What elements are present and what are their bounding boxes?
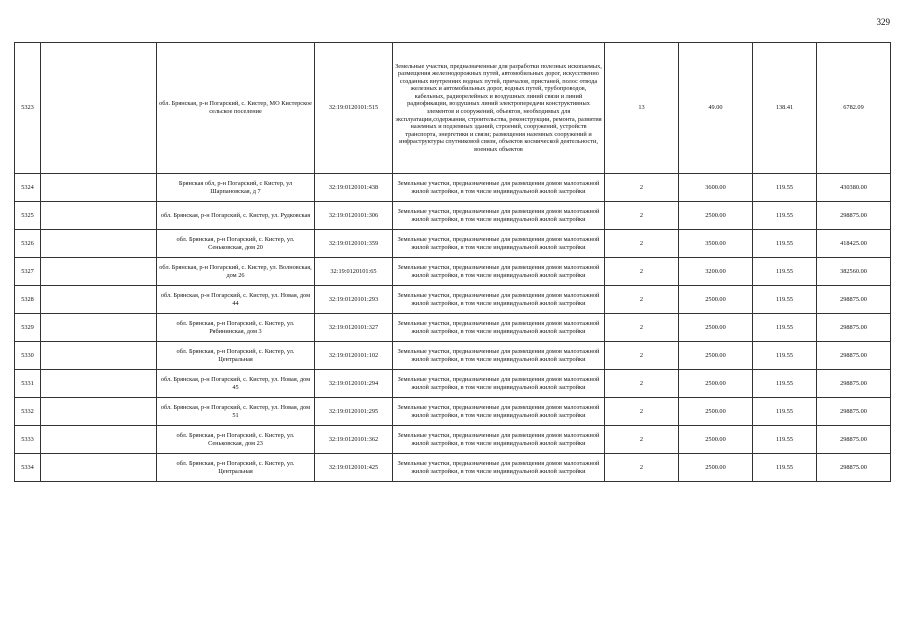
table-row xyxy=(15,342,891,370)
address-cell: обл. Брянская, р-н Погарский, с. Кистер, ул. Центральная xyxy=(157,342,315,370)
registry-rows xyxy=(15,43,891,482)
blank-cell xyxy=(41,370,157,398)
area-cell: 2500.00 xyxy=(679,370,753,398)
address-cell: обл. Брянская, р-н Погарский, с. Кистер, ул. Рябининская, дом 3 xyxy=(157,314,315,342)
group-cell: 2 xyxy=(605,230,679,258)
row-number-cell: 5334 xyxy=(15,454,41,482)
rate-cell: 119.55 xyxy=(753,342,817,370)
cadastral-number-cell: 32:19:0120101:293 xyxy=(315,286,393,314)
page-number: 329 xyxy=(876,17,890,27)
rate-cell: 119.55 xyxy=(753,286,817,314)
area-cell: 2500.00 xyxy=(679,314,753,342)
blank-cell xyxy=(41,43,157,174)
address-cell: обл. Брянская, р-н Погарский, с. Кистер, ул. Новая, дом 45 xyxy=(157,370,315,398)
land-purpose-cell: Земельные участки, предназначенные для размещения домов малоэтажной жилой застройки, в том числе индивидуальной жилой застройки xyxy=(393,258,605,286)
cadastral-number-cell: 32:19:0120101:306 xyxy=(315,202,393,230)
group-cell: 2 xyxy=(605,426,679,454)
land-purpose-cell: Земельные участки, предназначенные для размещения домов малоэтажной жилой застройки, в том числе индивидуальной жилой застройки xyxy=(393,370,605,398)
rate-cell: 119.55 xyxy=(753,398,817,426)
blank-cell xyxy=(41,426,157,454)
cadastral-number-cell: 32:19:0120101:294 xyxy=(315,370,393,398)
land-purpose-cell: Земельные участки, предназначенные для размещения домов малоэтажной жилой застройки, в том числе индивидуальной жилой застройки xyxy=(393,454,605,482)
group-cell: 2 xyxy=(605,314,679,342)
row-number-cell: 5332 xyxy=(15,398,41,426)
rate-cell: 138.41 xyxy=(753,43,817,174)
land-purpose-cell: Земельные участки, предназначенные для размещения домов малоэтажной жилой застройки, в том числе индивидуальной жилой застройки xyxy=(393,342,605,370)
rate-cell: 119.55 xyxy=(753,258,817,286)
blank-cell xyxy=(41,342,157,370)
blank-cell xyxy=(41,398,157,426)
area-cell: 2500.00 xyxy=(679,286,753,314)
area-cell: 3500.00 xyxy=(679,230,753,258)
area-cell: 2500.00 xyxy=(679,202,753,230)
table-row xyxy=(15,454,891,482)
table-row xyxy=(15,286,891,314)
registry-table xyxy=(14,42,891,482)
table-row xyxy=(15,230,891,258)
rate-cell: 119.55 xyxy=(753,314,817,342)
blank-cell xyxy=(41,174,157,202)
address-cell: обл. Брянская, р-н Погарский, с. Кистер, ул. Волновская, дом 26 xyxy=(157,258,315,286)
rate-cell: 119.55 xyxy=(753,202,817,230)
land-purpose-cell: Земельные участки, предназначенные для размещения домов малоэтажной жилой застройки, в том числе индивидуальной жилой застройки xyxy=(393,230,605,258)
land-purpose-cell: Земельные участки, предназначенные для размещения домов малоэтажной жилой застройки, в том числе индивидуальной жилой застройки xyxy=(393,314,605,342)
area-cell: 2500.00 xyxy=(679,454,753,482)
row-number-cell: 5326 xyxy=(15,230,41,258)
cadastral-number-cell: 32:19:0120101:65 xyxy=(315,258,393,286)
land-purpose-cell: Земельные участки, предназначенные для размещения домов малоэтажной жилой застройки, в том числе индивидуальной жилой застройки xyxy=(393,286,605,314)
address-cell: Брянская обл, р-н Погарский, с Кистер, ул Шарпановская, д 7 xyxy=(157,174,315,202)
table-row xyxy=(15,202,891,230)
address-cell: обл. Брянская, р-н Погарский, с. Кистер, ул. Сеньковская, дом 20 xyxy=(157,230,315,258)
group-cell: 2 xyxy=(605,202,679,230)
cadastral-value-cell: 298875.00 xyxy=(817,454,891,482)
address-cell: обл. Брянская, р-н Погарский, с. Кистер, ул. Новая, дом 44 xyxy=(157,286,315,314)
table-row xyxy=(15,43,891,174)
area-cell: 2500.00 xyxy=(679,426,753,454)
table-row xyxy=(15,426,891,454)
row-number-cell: 5333 xyxy=(15,426,41,454)
land-purpose-cell: Земельные участки, предназначенные для размещения домов малоэтажной жилой застройки, в том числе индивидуальной жилой застройки xyxy=(393,174,605,202)
row-number-cell: 5328 xyxy=(15,286,41,314)
row-number-cell: 5331 xyxy=(15,370,41,398)
rate-cell: 119.55 xyxy=(753,426,817,454)
group-cell: 2 xyxy=(605,454,679,482)
cadastral-value-cell: 298875.00 xyxy=(817,426,891,454)
blank-cell xyxy=(41,314,157,342)
row-number-cell: 5330 xyxy=(15,342,41,370)
row-number-cell: 5323 xyxy=(15,43,41,174)
area-cell: 2500.00 xyxy=(679,398,753,426)
address-cell: обл. Брянская, р-н Погарский, с. Кистер, ул. Центральная xyxy=(157,454,315,482)
cadastral-number-cell: 32:19:0120101:362 xyxy=(315,426,393,454)
blank-cell xyxy=(41,286,157,314)
land-purpose-cell: Земельные участки, предназначенные для размещения домов малоэтажной жилой застройки, в том числе индивидуальной жилой застройки xyxy=(393,202,605,230)
blank-cell xyxy=(41,202,157,230)
cadastral-number-cell: 32:19:0120101:438 xyxy=(315,174,393,202)
land-purpose-cell: Земельные участки, предназначенные для разработки полезных ископаемых, размещения железнодорожных путей, автомобильных дорог, искусственно созданных внутренних водных путей, причалов, пристаней, полос отвода железных и автомобильных дорог, водных путей, трубопроводов, кабельных, радиорелейных и воздушных линий связи и линий радиофикации, воздушных линий электропередачи конструктивных элементов и сооружений, объектов, необходимых для эксплуатации,содержания, строительства, реконструкции, ремонта, развития наземных и подземных зданий, строений, сооружений, устройств транспорта, энергетики и связи; размещения наземных сооружений и инфраструктуры спутниковой связи, объектов космической деятельности, военных объектов xyxy=(393,43,605,174)
cadastral-number-cell: 32:19:0120101:425 xyxy=(315,454,393,482)
cadastral-value-cell: 418425.00 xyxy=(817,230,891,258)
area-cell: 49.00 xyxy=(679,43,753,174)
row-number-cell: 5329 xyxy=(15,314,41,342)
area-cell: 3600.00 xyxy=(679,174,753,202)
blank-cell xyxy=(41,230,157,258)
cadastral-number-cell: 32:19:0120101:102 xyxy=(315,342,393,370)
rate-cell: 119.55 xyxy=(753,370,817,398)
group-cell: 2 xyxy=(605,342,679,370)
rate-cell: 119.55 xyxy=(753,454,817,482)
address-cell: обл. Брянская, р-н Погарский, с. Кистер, ул. Новая, дом 51 xyxy=(157,398,315,426)
table-row xyxy=(15,370,891,398)
cadastral-number-cell: 32:19:0120101:295 xyxy=(315,398,393,426)
land-purpose-cell: Земельные участки, предназначенные для размещения домов малоэтажной жилой застройки, в том числе индивидуальной жилой застройки xyxy=(393,398,605,426)
group-cell: 13 xyxy=(605,43,679,174)
cadastral-value-cell: 430380.00 xyxy=(817,174,891,202)
address-cell: обл. Брянская, р-н Погарский, с. Кистер, ул. Рудковская xyxy=(157,202,315,230)
cadastral-number-cell: 32:19:0120101:327 xyxy=(315,314,393,342)
table-row xyxy=(15,258,891,286)
row-number-cell: 5325 xyxy=(15,202,41,230)
blank-cell xyxy=(41,454,157,482)
cadastral-value-cell: 298875.00 xyxy=(817,314,891,342)
cadastral-number-cell: 32:19:0120101:515 xyxy=(315,43,393,174)
table-row xyxy=(15,174,891,202)
cadastral-number-cell: 32:19:0120101:359 xyxy=(315,230,393,258)
row-number-cell: 5324 xyxy=(15,174,41,202)
table-row xyxy=(15,398,891,426)
cadastral-value-cell: 298875.00 xyxy=(817,286,891,314)
cadastral-value-cell: 298875.00 xyxy=(817,398,891,426)
cadastral-value-cell: 382560.00 xyxy=(817,258,891,286)
area-cell: 3200.00 xyxy=(679,258,753,286)
area-cell: 2500.00 xyxy=(679,342,753,370)
address-cell: обл. Брянская, р-н Погарский, с. Кистер, МО Кистерское сельское поселение xyxy=(157,43,315,174)
table-row xyxy=(15,314,891,342)
group-cell: 2 xyxy=(605,258,679,286)
group-cell: 2 xyxy=(605,370,679,398)
row-number-cell: 5327 xyxy=(15,258,41,286)
blank-cell xyxy=(41,258,157,286)
cadastral-value-cell: 6782.09 xyxy=(817,43,891,174)
rate-cell: 119.55 xyxy=(753,230,817,258)
group-cell: 2 xyxy=(605,174,679,202)
cadastral-value-cell: 298875.00 xyxy=(817,370,891,398)
group-cell: 2 xyxy=(605,286,679,314)
address-cell: обл. Брянская, р-н Погарский, с. Кистер, ул. Сеньковская, дом 23 xyxy=(157,426,315,454)
rate-cell: 119.55 xyxy=(753,174,817,202)
group-cell: 2 xyxy=(605,398,679,426)
land-purpose-cell: Земельные участки, предназначенные для размещения домов малоэтажной жилой застройки, в том числе индивидуальной жилой застройки xyxy=(393,426,605,454)
cadastral-value-cell: 298875.00 xyxy=(817,342,891,370)
cadastral-value-cell: 298875.00 xyxy=(817,202,891,230)
